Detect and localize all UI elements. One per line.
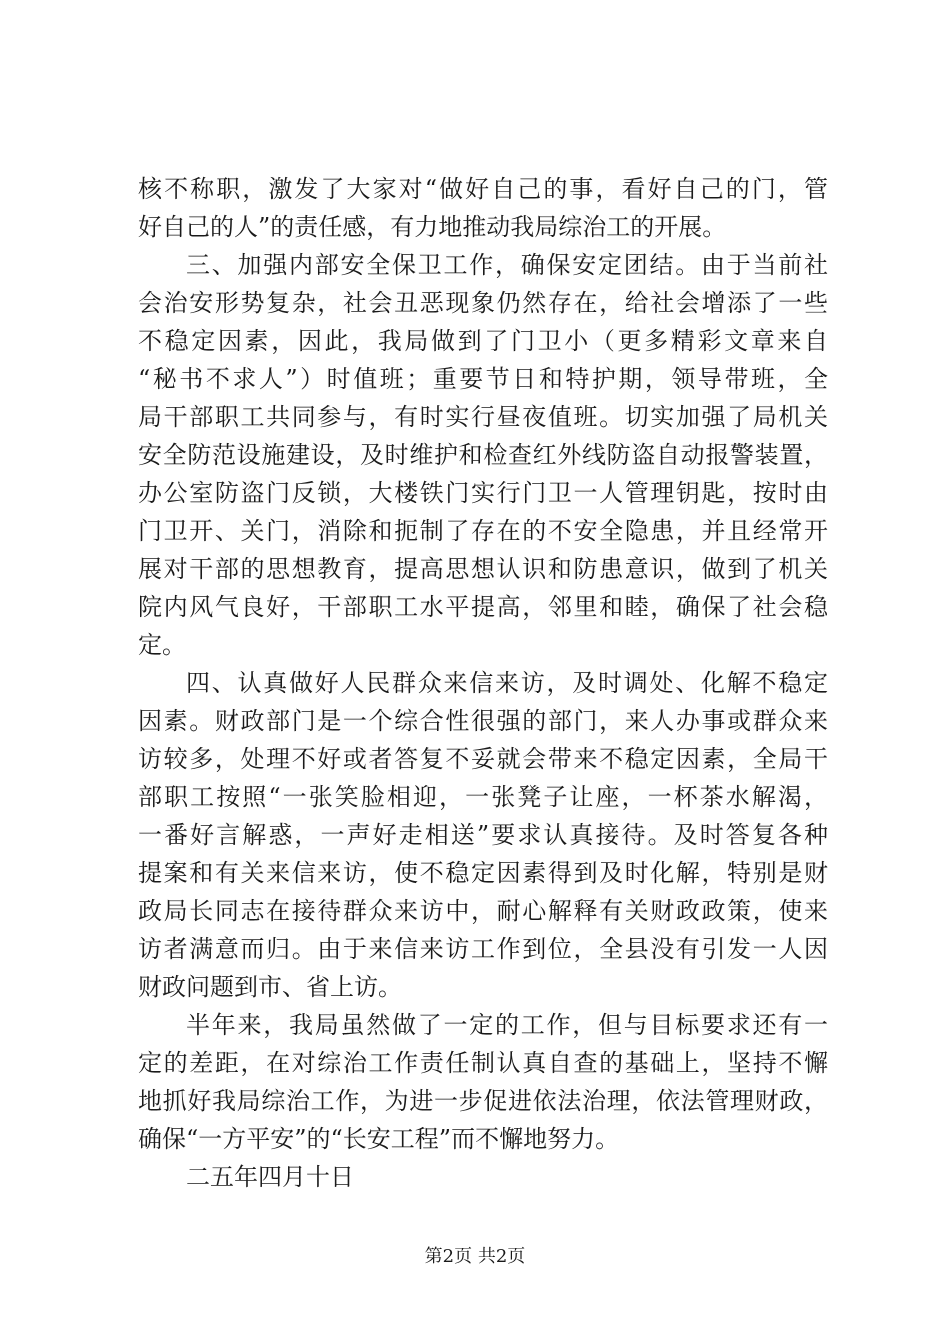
text-line: 展对干部的思想教育，提高思想认识和防患意识，做到了机关: [138, 555, 828, 583]
text-line: 地抓好我局综治工作，为进一步促进依法治理，依法管理财政，: [138, 1087, 828, 1115]
text-line: 三、加强内部安全保卫工作，确保安定团结。由于当前社: [186, 251, 828, 279]
text-line: 因素。财政部门是一个综合性很强的部门，来人办事或群众来: [138, 707, 828, 735]
text-line: 访较多，处理不好或者答复不妥就会带来不稳定因素，全局干: [138, 745, 828, 773]
text-line: 四、认真做好人民群众来信来访，及时调处、化解不稳定: [186, 669, 828, 697]
text-line: 提案和有关来信来访，使不稳定因素得到及时化解，特别是财: [138, 859, 828, 887]
text-line: 院内风气良好，干部职工水平提高，邻里和睦，确保了社会稳: [138, 593, 828, 621]
text-line: 门卫开、关门，消除和扼制了存在的不安全隐患，并且经常开: [138, 517, 828, 545]
text-line: “秘书不求人”）时值班；重要节日和特护期，领导带班，全: [138, 365, 828, 393]
text-line: 政局长同志在接待群众来访中，耐心解释有关财政政策，使来: [138, 897, 828, 925]
text-line: 会治安形势复杂，社会丑恶现象仍然存在，给社会增添了一些: [138, 289, 828, 317]
text-line: 半年来，我局虽然做了一定的工作，但与目标要求还有一: [186, 1011, 828, 1039]
text-line: 核不称职，激发了大家对“做好自己的事，看好自己的门，管: [138, 175, 828, 203]
document-body: [138, 170, 828, 1196]
text-line: 安全防范设施建设，及时维护和检查红外线防盗自动报警装置，: [138, 441, 828, 469]
page-footer: 第2页 共2页: [424, 1246, 526, 1267]
text-line: 一番好言解惑，一声好走相送”要求认真接待。及时答复各种: [138, 821, 828, 849]
text-line: 访者满意而归。由于来信来访工作到位，全县没有引发一人因: [138, 935, 828, 963]
text-line: 财政问题到市、省上访。: [138, 973, 402, 1001]
text-line: 定。: [138, 631, 186, 659]
text-line: 好自己的人”的责任感，有力地推动我局综治工的开展。: [138, 213, 727, 241]
text-line: 不稳定因素，因此，我局做到了门卫小（更多精彩文章来自: [138, 327, 828, 355]
text-line: 办公室防盗门反锁，大楼铁门实行门卫一人管理钥匙，按时由: [138, 479, 828, 507]
text-line: 局干部职工共同参与，有时实行昼夜值班。切实加强了局机关: [138, 403, 828, 431]
text-line: 确保“一方平安”的“长安工程”而不懈地努力。: [138, 1125, 620, 1153]
text-line: 部职工按照“一张笑脸相迎，一张凳子让座，一杯茶水解渴，: [138, 783, 828, 811]
text-line: 定的差距，在对综治工作责任制认真自查的基础上，坚持不懈: [138, 1049, 828, 1077]
text-line: 二五年四月十日: [186, 1163, 354, 1191]
